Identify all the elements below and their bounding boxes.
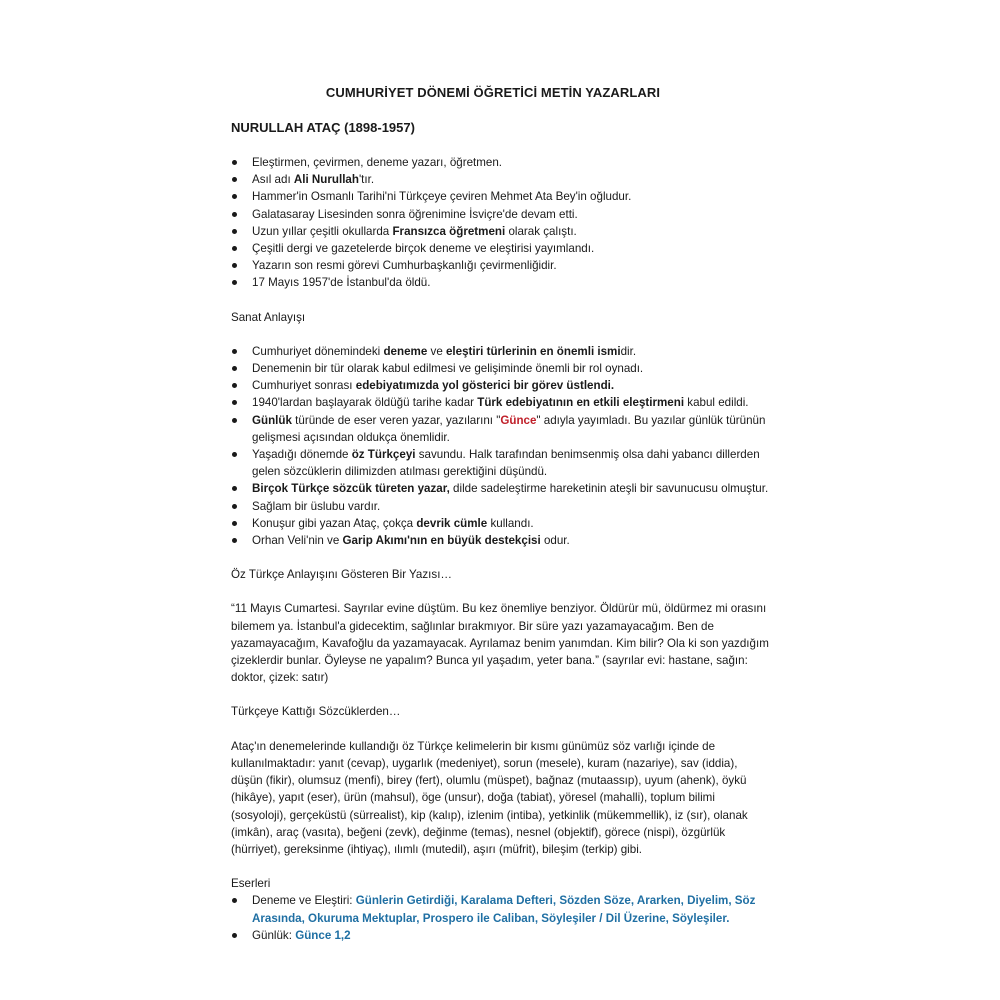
art-bold-text: Günlük [252, 413, 292, 427]
biography-list [231, 154, 771, 292]
art-text: 1940'lardan başlayarak öldüğü tarihe kadar [252, 396, 478, 410]
art-text: " adıyla yayımladı. Bu yazılar günlük türünün gelişmesi açısından oldukça önemlidir. [252, 413, 766, 444]
works-label: Günlük: [252, 928, 296, 942]
art-text: ve [427, 344, 446, 358]
art-item [231, 360, 771, 377]
art-bold-text: edebiyatımızda yol gösterici bir görev üstlendi. [355, 379, 615, 393]
art-bold-text: devrik cümle [416, 516, 488, 530]
art-text: dilde sadeleştirme hareketinin ateşli bir savunucusu olmuştur. [449, 482, 769, 496]
art-list [231, 343, 771, 549]
art-bold-text: Birçok Türkçe sözcük türeten yazar, [252, 482, 450, 496]
bio-item [231, 240, 771, 257]
art-bold-text: öz Türkçeyi [351, 448, 416, 462]
works-label: Deneme ve Eleştiri: [252, 894, 356, 908]
section-heading-art: Sanat Anlayışı [231, 310, 306, 324]
section-heading-works: Eserleri [231, 877, 271, 891]
bio-text: Galatasaray Lisesinden sonra öğrenimine İsviçre'de devam etti. [252, 207, 578, 221]
bio-item [231, 257, 771, 274]
art-text: Denemenin bir tür olarak kabul edilmesi ve gelişiminde önemli bir rol oynadı. [252, 362, 644, 376]
spacer [231, 292, 771, 309]
spacer [231, 858, 771, 875]
spacer [231, 583, 771, 600]
art-item [231, 377, 771, 394]
spacer [231, 721, 771, 738]
bio-text: Çeşitli dergi ve gazetelerde birçok deneme ve eleştirisi yayımlandı. [252, 242, 595, 256]
bio-item [231, 206, 771, 223]
bio-text: 'tır. [358, 173, 375, 187]
art-item [231, 394, 771, 411]
spacer [231, 326, 771, 343]
art-bold-text: Garip Akımı'nın en büyük destekçisi [342, 534, 541, 548]
bio-item [231, 188, 771, 205]
art-text: türünde de eser veren yazar, yazılarını " [291, 413, 501, 427]
art-item [231, 515, 771, 532]
art-bold-text: eleştiri türlerinin en önemli ismi [445, 344, 621, 358]
art-text: Yaşadığı dönemde [252, 448, 352, 462]
bio-text: Hammer'in Osmanlı Tarihi'ni Türkçeye çeviren Mehmet Ata Bey'in oğludur. [252, 190, 632, 204]
bio-text: Yazarın son resmi görevi Cumhurbaşkanlığı çevirmenliğidir. [252, 259, 557, 273]
spacer [231, 686, 771, 703]
art-bold-text: Türk edebiyatının en etkili eleştirmeni [477, 396, 685, 410]
works-titles: Günlerin Getirdiği, Karalama Defteri, Sözden Söze, Ararken, Diyelim, Söz Arasında, Okuruma Mektuplar, Prospero ile Caliban, Söyleşiler / Dil Üzerine, Söyleşiler. [252, 894, 756, 925]
art-text: Konuşur gibi yazan Ataç, çokça [252, 516, 417, 530]
spacer [231, 549, 771, 566]
section-heading-sample: Öz Türkçe Anlayışını Gösteren Bir Yazısı… [231, 568, 453, 582]
art-text: odur. [540, 534, 570, 548]
document-page [231, 80, 771, 944]
bio-item [231, 154, 771, 171]
bio-text: Asıl adı [252, 173, 294, 187]
bio-item [231, 171, 771, 188]
art-item [231, 343, 771, 360]
bio-text: 17 Mayıs 1957'de İstanbul'da öldü. [252, 276, 431, 290]
art-text: Cumhuriyet sonrası [252, 379, 356, 393]
works-item [231, 892, 771, 926]
art-item [231, 446, 771, 480]
art-text: kullandı. [487, 516, 534, 530]
works-item [231, 927, 771, 944]
sample-quote: “11 Mayıs Cumartesi. Sayrılar evine düştüm. Bu kez önemliye benziyor. Öldürür mü, öldürmez mi orasını bilemem ya. İstanbul'a gidecektim, sağlınlar bırakmıyor. Bir süre yazı yazamayacağım. Ben de yazamayacağım, Kavafoğlu da yazamayacak. Ayrılamaz benim yanımdan. Kim bilir? Ola ki son yazdığım çizeklerdir bunlar. Öyleyse ne yapalım? Bunca yıl yaşadım, yeter bana.” (sayrılar evi: hastane, sağın: doktor, çizek: satır) [231, 602, 769, 685]
art-text: Sağlam bir üslubu vardır. [252, 499, 381, 513]
words-paragraph: Ataç'ın denemelerinde kullandığı öz Türkçe kelimelerin bir kısmı günümüz söz varlığı içinde de kullanılmaktadır: yanıt (cevap), uygarlık (medeniyet), sorun (mesele), kuram (nazariye), sav (iddia), düşün (fikir), olumsuz (menfi), birey (fert), olumlu (müspet), bağnaz (mutaassıp), uyum (ahenk), öykü (hikâye), yapıt (eser), ürün (mahsul), öge (unsur), doğa (tabiat), yöresel (mahalli), toplum bilimi (sosyoloji), gerçeküstü (sürrealist), kip (kalıp), izlenim (intiba), yetkinlik (mükemmellik), iz (sır), olanak (imkân), araç (vasıta), beğeni (zevk), değinme (temas), nesnel (objektif), görece (nispi), özgürlük (hürriyet), gereksinme (ihtiyaç), ılımlı (mutedil), aşırı (müfrit), bileşim (terkip) gibi. [231, 739, 748, 856]
art-text: savundu. Halk tarafından benimsenmiş olsa dahi yabancı dillerden gelen sözcüklerin dilimizden atılması gerektiğini düşündü. [252, 448, 760, 479]
art-text: Cumhuriyet dönemindeki [252, 344, 384, 358]
bio-bold-text: Fransızca öğretmeni [392, 224, 506, 238]
bio-text: olarak çalıştı. [505, 224, 577, 238]
art-item [231, 532, 771, 549]
works-titles: Günce 1,2 [295, 928, 351, 942]
bio-item [231, 223, 771, 240]
art-text: dir. [620, 344, 637, 358]
document-title: CUMHURİYET DÖNEMİ ÖĞRETİCİ METİN YAZARLARI [325, 85, 661, 100]
art-text: Orhan Veli'nin ve [252, 534, 343, 548]
art-item [231, 412, 771, 446]
works-list [231, 892, 771, 944]
art-text: kabul edildi. [684, 396, 749, 410]
bio-item [231, 274, 771, 291]
art-item [231, 480, 771, 497]
art-item [231, 498, 771, 515]
art-bold-text: deneme [383, 344, 428, 358]
author-heading: NURULLAH ATAÇ (1898-1957) [231, 120, 415, 135]
section-heading-words: Türkçeye Kattığı Sözcüklerden… [231, 705, 401, 719]
art-highlight-text: Günce [500, 413, 537, 427]
bio-bold-text: Ali Nurullah [293, 173, 359, 187]
bio-text: Uzun yıllar çeşitli okullarda [252, 224, 393, 238]
bio-text: Eleştirmen, çevirmen, deneme yazarı, öğretmen. [252, 156, 503, 169]
